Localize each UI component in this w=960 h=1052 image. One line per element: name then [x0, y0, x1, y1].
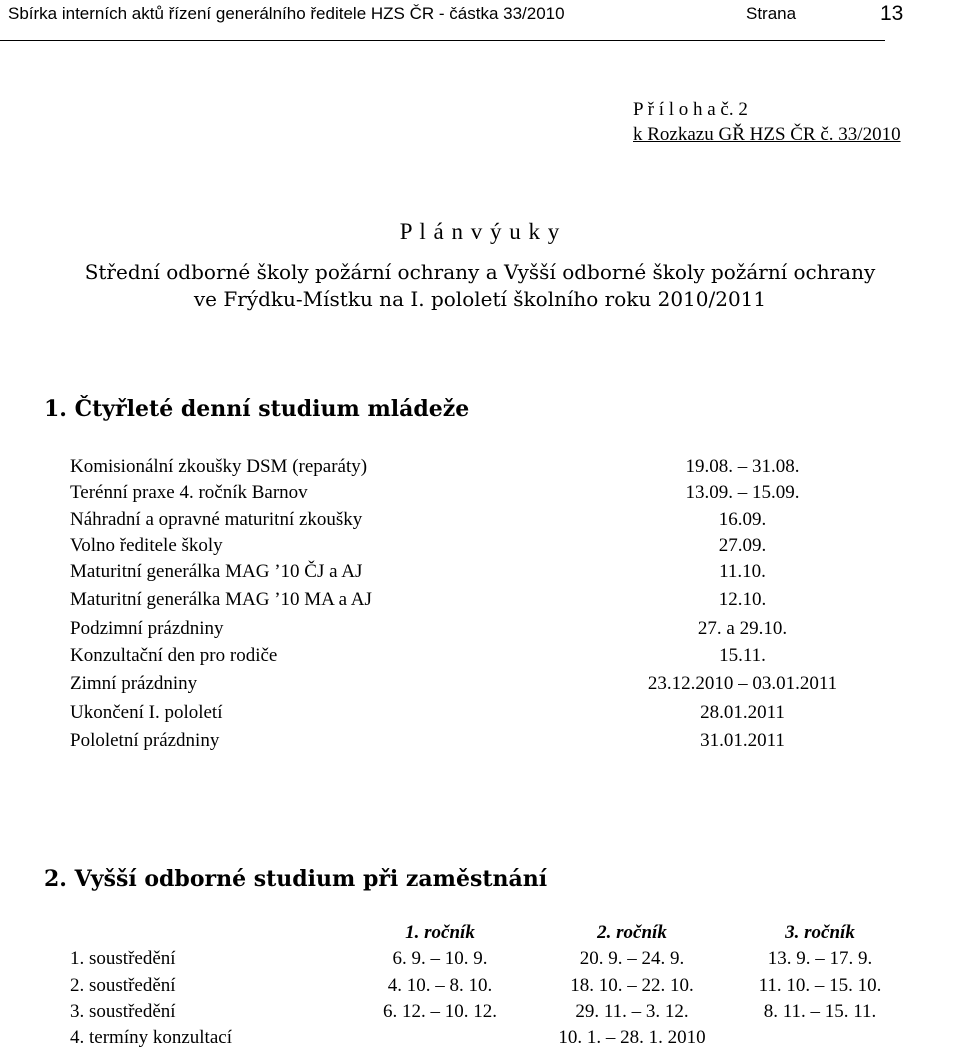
attachment-reference: k Rozkazu GŘ HZS ČR č. 33/2010 [633, 124, 901, 145]
schedule-label: Náhradní a opravné maturitní zkoušky [70, 509, 363, 530]
table-row-label: 1. soustředění [70, 948, 176, 969]
schedule-date: 27. a 29.10. [697, 618, 788, 639]
schedule-label: Konzultační den pro rodiče [70, 645, 278, 666]
schedule-label: Maturitní generálka MAG ’10 MA a AJ [70, 589, 372, 610]
table-row-label: 3. soustředění [70, 1001, 176, 1022]
plan-subtitle-line1: Střední odborné školy požární ochrany a Vyšší odborné školy požární ochrany [84, 260, 876, 284]
schedule-label: Podzimní prázdniny [70, 618, 224, 639]
schedule-date: 15.11. [719, 645, 766, 666]
table-cell: 18. 10. – 22. 10. [570, 975, 694, 996]
table-cell: 11. 10. – 15. 10. [758, 975, 882, 996]
schedule-date: 31.01.2011 [700, 730, 785, 751]
schedule-label: Komisionální zkoušky DSM (reparáty) [70, 456, 368, 477]
table-cell: 8. 11. – 15. 11. [763, 1001, 877, 1022]
table-row-label: 4. termíny konzultací [70, 1027, 232, 1048]
column-header-year2: 2. ročník [597, 922, 667, 943]
document-header-title: Sbírka interních aktů řízení generálního ředitele HZS ČR - částka 33/2010 [8, 4, 565, 23]
table-cell: 20. 9. – 24. 9. [579, 948, 685, 969]
schedule-date: 13.09. – 15.09. [685, 482, 800, 503]
schedule-label: Pololetní prázdniny [70, 730, 220, 751]
section1-heading: 1. Čtyřleté denní studium mládeže [44, 396, 470, 422]
table-cell: 13. 9. – 17. 9. [767, 948, 873, 969]
attachment-label: P ř í l o h a č. 2 [633, 99, 748, 120]
schedule-date: 23.12.2010 – 03.01.2011 [647, 673, 838, 694]
header-rule [0, 40, 885, 41]
schedule-date: 28.01.2011 [700, 702, 785, 723]
schedule-label: Terénní praxe 4. ročník Barnov [70, 482, 308, 503]
schedule-date: 12.10. [718, 589, 767, 610]
schedule-label: Maturitní generálka MAG ’10 ČJ a AJ [70, 561, 363, 582]
column-header-year3: 3. ročník [785, 922, 855, 943]
schedule-date: 11.10. [719, 561, 766, 582]
table-row-label: 2. soustředění [70, 975, 176, 996]
plan-title: P l á n v ý u k y [399, 219, 561, 244]
schedule-label: Volno ředitele školy [70, 535, 223, 556]
schedule-date: 19.08. – 31.08. [685, 456, 800, 477]
column-header-year1: 1. ročník [405, 922, 475, 943]
section2-heading: 2. Vyšší odborné studium při zaměstnání [44, 866, 548, 892]
page-number: 13 [880, 2, 904, 25]
table-cell: 6. 12. – 10. 12. [383, 1001, 497, 1022]
plan-subtitle-line2: ve Frýdku-Místku na I. pololetí školního roku 2010/2011 [193, 287, 767, 311]
schedule-date: 16.09. [718, 509, 767, 530]
table-cell: 29. 11. – 3. 12. [575, 1001, 689, 1022]
page-label: Strana [746, 4, 797, 23]
schedule-label: Zimní prázdniny [70, 673, 198, 694]
schedule-date: 27.09. [718, 535, 767, 556]
table-cell: 10. 1. – 28. 1. 2010 [558, 1027, 706, 1048]
table-cell: 4. 10. – 8. 10. [387, 975, 493, 996]
table-cell: 6. 9. – 10. 9. [392, 948, 488, 969]
schedule-label: Ukončení I. pololetí [70, 702, 223, 723]
